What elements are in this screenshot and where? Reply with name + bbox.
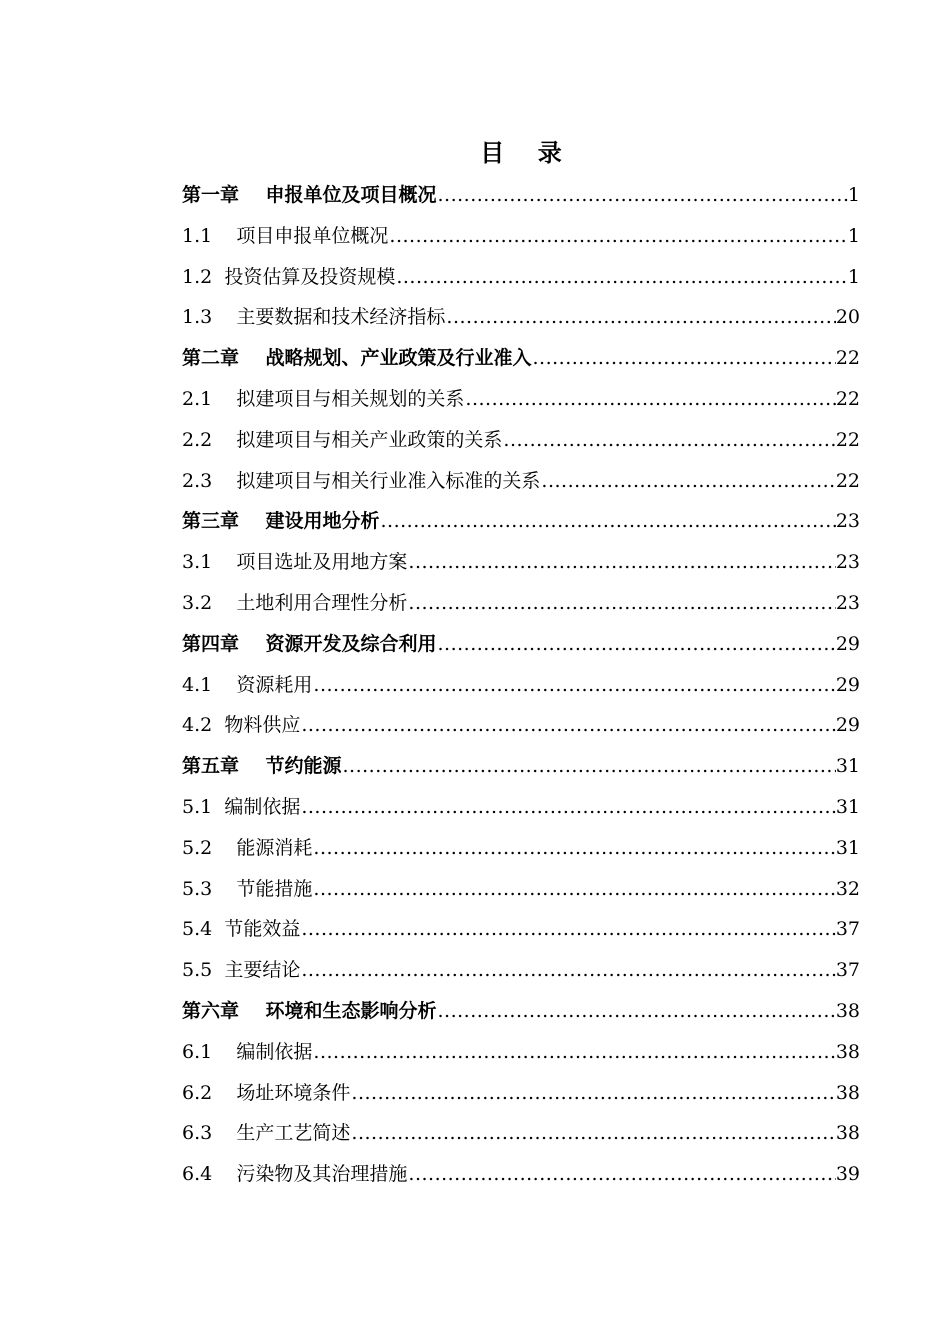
toc-page-number: 23 xyxy=(835,510,860,533)
toc-page-number: 1 xyxy=(847,224,860,247)
toc-dot-leader xyxy=(445,297,835,338)
toc-entry-gap xyxy=(212,542,236,583)
toc-section-entry[interactable] xyxy=(182,787,860,828)
toc-chapter-entry[interactable] xyxy=(182,338,860,379)
toc-entry-number: 第三章 xyxy=(182,510,240,533)
toc-dot-leader xyxy=(502,420,835,461)
toc-page-number: 1 xyxy=(847,265,860,288)
toc-entry-number: 5.3 xyxy=(182,877,213,900)
toc-entry-title: 节约能源 xyxy=(265,755,342,778)
toc-entry-gap xyxy=(212,420,236,461)
toc-section-entry[interactable] xyxy=(182,1154,860,1195)
toc-entry-gap xyxy=(239,746,265,787)
toc-entry-title: 拟建项目与相关产业政策的关系 xyxy=(236,428,503,451)
toc-dot-leader xyxy=(388,216,848,257)
toc-entry-title: 编制依据 xyxy=(224,795,301,818)
toc-entry-number: 5.5 xyxy=(182,959,213,982)
toc-page-number: 31 xyxy=(835,795,860,818)
toc-entry-number: 6.3 xyxy=(182,1122,213,1145)
toc-entry-title: 节能效益 xyxy=(224,918,301,941)
toc-page-number: 38 xyxy=(835,1122,860,1145)
toc-page-number: 22 xyxy=(835,469,860,492)
toc-entry-gap xyxy=(239,991,265,1032)
toc-page-number: 22 xyxy=(835,387,860,410)
toc-entry-gap xyxy=(239,175,265,216)
toc-page-number: 31 xyxy=(835,755,860,778)
toc-page-number: 37 xyxy=(835,959,860,982)
toc-chapter-entry[interactable] xyxy=(182,175,860,216)
toc-dot-leader xyxy=(300,787,835,828)
toc-entry-gap xyxy=(239,338,265,379)
toc-entry-gap xyxy=(212,379,236,420)
toc-dot-leader xyxy=(342,746,836,787)
toc-entry-title: 场址环境条件 xyxy=(236,1081,351,1104)
toc-entry-number: 1.3 xyxy=(182,306,213,329)
toc-dot-leader xyxy=(437,991,836,1032)
toc-entry-title: 申报单位及项目概况 xyxy=(265,184,437,206)
toc-entry-number: 4.2 xyxy=(182,714,213,737)
toc-entry-number: 第一章 xyxy=(182,184,240,206)
toc-entry-number: 3.2 xyxy=(182,591,213,614)
toc-entry-gap xyxy=(212,257,224,298)
toc-entry-gap xyxy=(212,909,224,950)
toc-entry-title: 物料供应 xyxy=(224,714,301,737)
toc-entry-number: 6.2 xyxy=(182,1081,213,1104)
toc-section-entry[interactable] xyxy=(182,216,860,257)
toc-entry-number: 2.3 xyxy=(182,469,213,492)
toc-entry-number: 2.2 xyxy=(182,428,213,451)
toc-section-entry[interactable] xyxy=(182,950,860,991)
toc-entry-gap xyxy=(212,216,236,257)
toc-dot-leader xyxy=(540,461,835,502)
toc-entry-gap xyxy=(239,501,265,542)
toc-page-number: 32 xyxy=(835,877,860,900)
toc-entry-title: 环境和生态影响分析 xyxy=(265,999,437,1022)
toc-dot-leader xyxy=(312,665,835,706)
toc-entry-number: 第五章 xyxy=(182,755,240,778)
toc-entry-number: 5.2 xyxy=(182,836,213,859)
toc-page-number: 31 xyxy=(835,836,860,859)
toc-page-number: 23 xyxy=(835,591,860,614)
toc-entry-gap xyxy=(212,1154,236,1195)
toc-entry-gap xyxy=(212,665,236,706)
toc-dot-leader xyxy=(312,1032,835,1073)
toc-dot-leader xyxy=(395,257,848,298)
toc-dot-leader xyxy=(464,379,835,420)
toc-section-entry[interactable] xyxy=(182,461,860,502)
toc-entry-gap xyxy=(212,828,236,869)
toc-entry-gap xyxy=(239,624,265,665)
toc-entry-number: 1.2 xyxy=(182,265,213,288)
toc-entry-title: 资源开发及综合利用 xyxy=(265,632,437,655)
toc-dot-leader xyxy=(407,583,835,624)
toc-page-number: 20 xyxy=(835,306,860,329)
toc-section-entry[interactable] xyxy=(182,542,860,583)
toc-dot-leader xyxy=(312,869,835,910)
toc-entry-title: 项目选址及用地方案 xyxy=(236,551,408,574)
toc-entry-gap xyxy=(212,950,224,991)
toc-entry-gap xyxy=(212,869,236,910)
toc-chapter-entry[interactable] xyxy=(182,746,860,787)
toc-page-number: 23 xyxy=(835,551,860,574)
toc-section-entry[interactable] xyxy=(182,257,860,298)
toc-page-number: 38 xyxy=(835,999,860,1022)
toc-dot-leader xyxy=(532,338,836,379)
toc-section-entry[interactable] xyxy=(182,1113,860,1154)
toc-entry-gap xyxy=(212,787,224,828)
toc-entry-gap xyxy=(212,583,236,624)
toc-entry-gap xyxy=(212,461,236,502)
toc-section-entry[interactable] xyxy=(182,583,860,624)
toc-entry-number: 4.1 xyxy=(182,673,213,696)
toc-entry-number: 第四章 xyxy=(182,632,240,655)
toc-entry-gap xyxy=(212,705,224,746)
toc-entry-title: 生产工艺简述 xyxy=(236,1122,351,1145)
toc-section-entry[interactable] xyxy=(182,665,860,706)
toc-entry-title: 主要结论 xyxy=(224,959,301,982)
toc-page-number: 22 xyxy=(835,347,860,370)
toc-section-entry[interactable] xyxy=(182,828,860,869)
toc-dot-leader xyxy=(300,909,835,950)
toc-page-number: 1 xyxy=(847,184,860,206)
toc-entry-number: 第二章 xyxy=(182,347,240,370)
toc-section-entry[interactable] xyxy=(182,909,860,950)
toc-entry-title: 项目申报单位概况 xyxy=(236,224,389,247)
toc-page-number: 22 xyxy=(835,428,860,451)
toc-entry-title: 主要数据和技术经济指标 xyxy=(236,306,446,329)
table-of-contents xyxy=(182,175,860,1195)
toc-entry-number: 2.1 xyxy=(182,387,213,410)
toc-section-entry[interactable] xyxy=(182,1073,860,1114)
toc-entry-number: 6.1 xyxy=(182,1040,213,1063)
toc-page-number: 29 xyxy=(835,673,860,696)
toc-dot-leader xyxy=(407,1154,835,1195)
toc-entry-gap xyxy=(212,1113,236,1154)
toc-chapter-entry[interactable] xyxy=(182,991,860,1032)
toc-entry-number: 第六章 xyxy=(182,999,240,1022)
toc-entry-gap xyxy=(212,1073,236,1114)
toc-page-number: 29 xyxy=(835,632,860,655)
toc-entry-title: 建设用地分析 xyxy=(265,510,380,533)
toc-page-number: 38 xyxy=(835,1081,860,1104)
toc-entry-title: 能源消耗 xyxy=(236,836,313,859)
toc-entry-gap xyxy=(212,1032,236,1073)
toc-chapter-entry[interactable] xyxy=(182,501,860,542)
toc-section-entry[interactable] xyxy=(182,705,860,746)
toc-entry-title: 资源耗用 xyxy=(236,673,313,696)
toc-dot-leader xyxy=(437,624,836,665)
toc-section-entry[interactable] xyxy=(182,1032,860,1073)
toc-section-entry[interactable] xyxy=(182,379,860,420)
toc-dot-leader xyxy=(350,1073,835,1114)
toc-entry-number: 5.4 xyxy=(182,918,213,941)
toc-section-entry[interactable] xyxy=(182,420,860,461)
toc-entry-title: 拟建项目与相关规划的关系 xyxy=(236,387,465,410)
toc-page-number: 37 xyxy=(835,918,860,941)
toc-section-entry[interactable] xyxy=(182,297,860,338)
toc-dot-leader xyxy=(407,542,835,583)
toc-page-number: 38 xyxy=(835,1040,860,1063)
toc-page-number: 29 xyxy=(835,714,860,737)
toc-title: 目 录 xyxy=(480,138,562,167)
toc-entry-title: 拟建项目与相关行业准入标准的关系 xyxy=(236,469,541,492)
toc-entry-title: 节能措施 xyxy=(236,877,313,900)
toc-chapter-entry[interactable] xyxy=(182,624,860,665)
toc-dot-leader xyxy=(300,950,835,991)
toc-entry-gap xyxy=(212,297,236,338)
toc-dot-leader xyxy=(350,1113,835,1154)
toc-entry-title: 战略规划、产业政策及行业准入 xyxy=(265,347,532,370)
toc-section-entry[interactable] xyxy=(182,869,860,910)
toc-entry-number: 1.1 xyxy=(182,224,213,247)
toc-entry-title: 污染物及其治理措施 xyxy=(236,1163,408,1186)
toc-dot-leader xyxy=(380,501,836,542)
toc-entry-title: 土地利用合理性分析 xyxy=(236,591,408,614)
toc-entry-number: 3.1 xyxy=(182,551,213,574)
toc-page-number: 39 xyxy=(835,1163,860,1186)
toc-entry-number: 6.4 xyxy=(182,1163,213,1186)
toc-entry-title: 投资估算及投资规模 xyxy=(224,265,396,288)
toc-dot-leader xyxy=(312,828,835,869)
toc-dot-leader xyxy=(300,705,835,746)
toc-entry-number: 5.1 xyxy=(182,795,213,818)
toc-entry-title: 编制依据 xyxy=(236,1040,313,1063)
toc-dot-leader xyxy=(437,175,848,216)
